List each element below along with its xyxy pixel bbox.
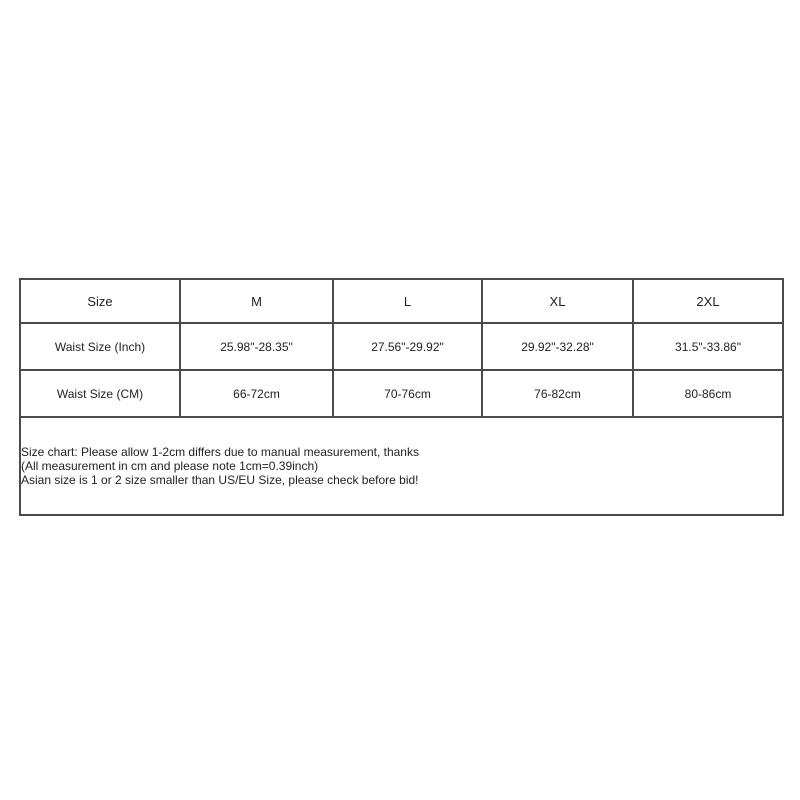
table-row	[20, 323, 783, 370]
header-cell-l: L	[333, 279, 482, 323]
table-cell: 80-86cm	[633, 370, 783, 417]
table-cell: 76-82cm	[482, 370, 633, 417]
header-cell-xl: XL	[482, 279, 633, 323]
notes-row	[20, 417, 783, 515]
note-line-measurement: Size chart: Please allow 1-2cm differs due to manual measurement, thanks	[21, 445, 419, 459]
table-cell: 29.92"-32.28"	[482, 323, 633, 370]
table-cell: 25.98"-28.35"	[180, 323, 333, 370]
table-cell: 66-72cm	[180, 370, 333, 417]
note-line-conversion: (All measurement in cm and please note 1cm=0.39inch)	[21, 459, 319, 473]
note-line-asian-size: Asian size is 1 or 2 size smaller than US/EU Size, please check before bid!	[21, 473, 419, 487]
row-label-waist-cm: Waist Size (CM)	[20, 370, 180, 417]
row-label-waist-inch: Waist Size (Inch)	[20, 323, 180, 370]
table-cell: 70-76cm	[333, 370, 482, 417]
notes-cell	[20, 417, 783, 515]
table-row	[20, 370, 783, 417]
header-cell-size: Size	[20, 279, 180, 323]
table-cell: 27.56"-29.92"	[333, 323, 482, 370]
table-cell: 31.5"-33.86"	[633, 323, 783, 370]
header-cell-2xl: 2XL	[633, 279, 783, 323]
size-chart-table	[19, 278, 784, 516]
header-row	[20, 279, 783, 323]
header-cell-m: M	[180, 279, 333, 323]
